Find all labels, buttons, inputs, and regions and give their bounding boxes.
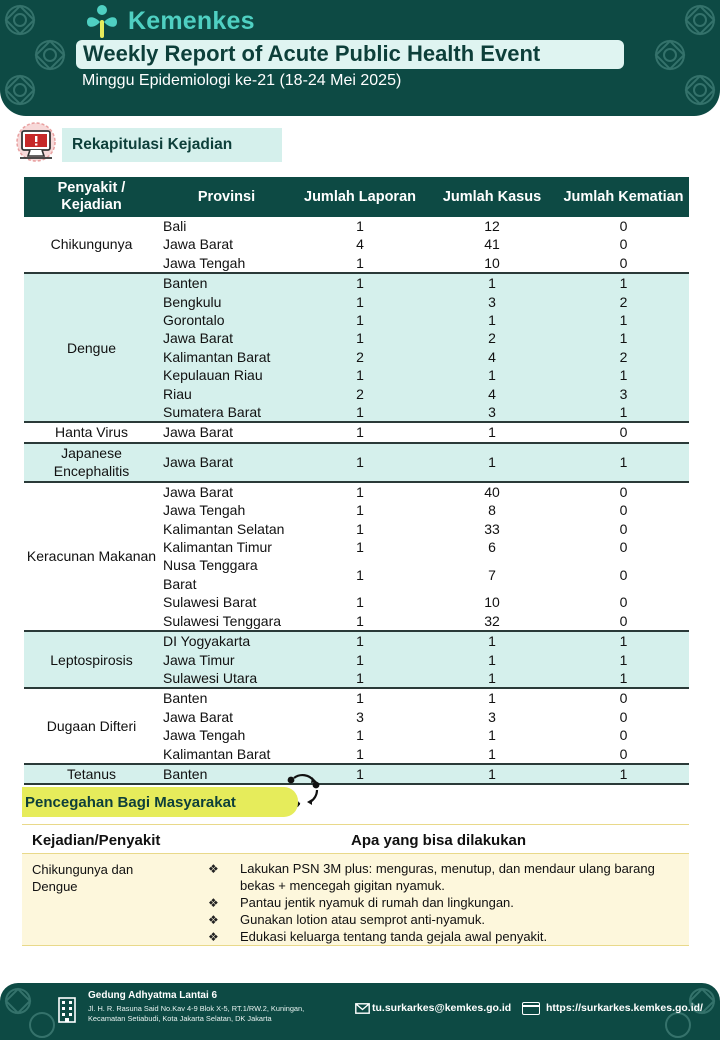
province-cell: Jawa Barat xyxy=(159,329,294,347)
computer-alert-icon xyxy=(12,122,64,166)
table-row xyxy=(24,482,689,501)
province-cell: Jawa Tengah xyxy=(163,727,246,744)
kasus-cell: 3 xyxy=(488,708,496,725)
kasus-cell: 2 xyxy=(426,329,558,347)
kasus-cell: 1 xyxy=(488,690,496,707)
kematian-cell: 3 xyxy=(558,385,689,403)
laporan-cell: 1 xyxy=(294,293,426,311)
province-cell: Banten xyxy=(159,764,294,784)
province-cell: Kalimantan Timur xyxy=(163,538,272,555)
table-group xyxy=(24,217,689,273)
laporan-cell: 4 xyxy=(356,236,364,253)
laporan-cell: 1 xyxy=(356,502,364,519)
province-cell: Jawa Timur xyxy=(159,651,294,669)
action-text: Edukasi keluarga tentang tanda gejala awal penyakit. xyxy=(240,928,548,944)
kasus-cell: 1 xyxy=(426,366,558,384)
prevention-col-header-actions: Apa yang bisa dilakukan xyxy=(351,832,527,849)
kematian-cell: 0 xyxy=(619,727,628,744)
province-cell: Kalimantan Selatan xyxy=(163,520,285,537)
report-title: Weekly Report of Acute Public Health Event xyxy=(83,41,541,66)
kemenkes-logo-icon xyxy=(84,4,120,38)
province-cell: Nusa Tenggara Barat xyxy=(163,557,258,592)
kematian-cell: 1 xyxy=(558,311,689,329)
table-group xyxy=(24,482,689,631)
action-text: Gunakan lotion atau semprot anti-nyamuk. xyxy=(240,911,485,927)
footer xyxy=(0,983,720,1040)
col-header-provinsi: Provinsi xyxy=(159,177,294,217)
action-text: Pantau jentik nyamuk di rumah dan lingkungan. xyxy=(240,894,514,910)
disease-cell: Tetanus xyxy=(24,764,159,784)
kasus-cell: 1 xyxy=(426,311,558,329)
laporan-cell: 1 xyxy=(356,254,364,271)
disease-cell: Hanta Virus xyxy=(55,424,128,441)
kasus-cell: 3 xyxy=(426,293,558,311)
kasus-cell: 1 xyxy=(488,727,496,744)
kematian-cell: 0 xyxy=(619,745,628,762)
diamond-bullet-icon: ❖ xyxy=(208,912,219,927)
prevention-table xyxy=(22,824,689,946)
kasus-cell: 32 xyxy=(484,612,500,629)
province-cell: Jawa Barat xyxy=(163,424,234,441)
laporan-cell: 1 xyxy=(294,631,426,650)
disease-cell: Chikungunya xyxy=(50,236,133,253)
ornament-left-icon xyxy=(0,983,60,1040)
report-title-box xyxy=(76,40,624,69)
province-cell: Kalimantan Barat xyxy=(159,348,294,366)
kematian-cell: 1 xyxy=(558,764,689,784)
kasus-cell: 1 xyxy=(426,764,558,784)
province-cell: Sulawesi Utara xyxy=(159,669,294,688)
kasus-cell: 1 xyxy=(488,745,496,762)
table-row xyxy=(24,688,689,707)
kasus-cell: 1 xyxy=(488,424,496,441)
prevention-row xyxy=(22,854,689,946)
kematian-cell: 0 xyxy=(619,218,628,234)
province-cell: DI Yogyakarta xyxy=(159,631,294,650)
province-cell: Sulawesi Barat xyxy=(163,594,257,611)
laporan-cell: 1 xyxy=(356,218,364,234)
kematian-cell: 0 xyxy=(619,612,628,629)
kematian-cell: 0 xyxy=(619,424,628,441)
province-cell: Jawa Barat xyxy=(163,708,234,725)
laporan-cell: 1 xyxy=(294,403,426,422)
footer-website-link[interactable]: https://surkarkes.kemkes.go.id/ xyxy=(546,1002,703,1014)
table-group xyxy=(24,764,689,784)
province-cell: Sulawesi Tenggara xyxy=(163,612,282,629)
province-cell: Kalimantan Barat xyxy=(163,745,271,762)
list-item xyxy=(208,912,683,929)
laporan-cell: 1 xyxy=(356,612,364,629)
table-row xyxy=(24,422,689,442)
kematian-cell: 0 xyxy=(619,236,628,253)
table-row xyxy=(24,631,689,650)
laporan-cell: 1 xyxy=(356,690,364,707)
diamond-bullet-icon: ❖ xyxy=(208,862,219,876)
mail-icon xyxy=(355,1003,370,1014)
disease-cell: Japanese Encephalitis xyxy=(24,443,159,482)
prevention-disease: Chikungunya dan Dengue xyxy=(32,862,134,894)
kasus-cell: 1 xyxy=(426,651,558,669)
province-cell: Bengkulu xyxy=(159,293,294,311)
kasus-cell: 6 xyxy=(488,538,496,555)
laporan-cell: 1 xyxy=(294,329,426,347)
kematian-cell: 0 xyxy=(619,483,628,500)
province-cell: Jawa Barat xyxy=(159,443,294,482)
footer-building: Gedung Adhyatma Lantai 6 xyxy=(88,990,218,1001)
footer-address: Jl. H. R. Rasuna Said No.Kav 4-9 Blok X-5, RT.1/RW.2, Kuningan, Kecamatan Setiabudi, Kota Jakarta Selatan, DK Jakarta xyxy=(88,1004,305,1023)
table-group xyxy=(24,422,689,442)
disease-cell: Dugaan Difteri xyxy=(46,717,137,734)
laporan-cell: 1 xyxy=(294,651,426,669)
kematian-cell: 1 xyxy=(558,443,689,482)
footer-email-link[interactable]: tu.surkarkes@kemkes.go.id xyxy=(372,1002,512,1014)
prevention-actions-list xyxy=(208,861,683,946)
disease-cell: Leptospirosis xyxy=(24,631,159,688)
table-group xyxy=(24,631,689,688)
kasus-cell: 3 xyxy=(426,403,558,422)
province-cell: Gorontalo xyxy=(159,311,294,329)
province-cell: Jawa Barat xyxy=(163,483,234,500)
table-group xyxy=(24,273,689,422)
section-rekapitulasi-title: Rekapitulasi Kejadian xyxy=(72,136,233,153)
prevention-header-row xyxy=(22,824,689,854)
brand-name: Kemenkes xyxy=(128,6,255,35)
action-text: Lakukan PSN 3M plus: menguras, menutup, dan mendaur ulang barang bekas + mencegah gigitan nyamuk. xyxy=(240,861,655,893)
kasus-cell: 1 xyxy=(426,273,558,292)
table-header-row xyxy=(24,177,689,217)
table-group xyxy=(24,443,689,482)
kematian-cell: 1 xyxy=(558,329,689,347)
kasus-cell: 12 xyxy=(484,218,500,234)
kematian-cell: 1 xyxy=(558,651,689,669)
col-header-penyakit: Penyakit / Kejadian xyxy=(24,177,159,217)
laporan-cell: 1 xyxy=(294,443,426,482)
table-row xyxy=(24,443,689,482)
kasus-cell: 1 xyxy=(426,631,558,650)
province-cell: Jawa Tengah xyxy=(163,502,246,519)
kematian-cell: 1 xyxy=(558,669,689,688)
laporan-cell: 2 xyxy=(294,385,426,403)
kematian-cell: 2 xyxy=(558,293,689,311)
report-subtitle: Minggu Epidemiologi ke-21 (18-24 Mei 2025) xyxy=(82,72,402,89)
header-banner xyxy=(0,0,720,116)
kematian-cell: 1 xyxy=(558,403,689,422)
province-cell: Jawa Barat xyxy=(163,236,234,253)
laporan-cell: 1 xyxy=(356,483,364,500)
province-cell: Jawa Tengah xyxy=(163,254,246,271)
col-header-laporan: Jumlah Laporan xyxy=(294,177,426,217)
laporan-cell: 1 xyxy=(356,594,364,611)
prevention-col-header-disease: Kejadian/Penyakit xyxy=(32,832,161,849)
laporan-cell: 1 xyxy=(294,669,426,688)
kemenkes-logo xyxy=(84,4,255,38)
kasus-cell: 10 xyxy=(484,254,500,271)
kasus-cell: 1 xyxy=(426,443,558,482)
laporan-cell: 1 xyxy=(356,424,364,441)
table-group xyxy=(24,688,689,764)
disease-cell: Dengue xyxy=(24,273,159,422)
province-cell: Sumatera Barat xyxy=(159,403,294,422)
province-cell: Banten xyxy=(159,273,294,292)
kematian-cell: 0 xyxy=(619,708,628,725)
kematian-cell: 0 xyxy=(619,690,628,707)
kematian-cell: 0 xyxy=(619,520,628,537)
kasus-cell: 4 xyxy=(426,385,558,403)
province-cell: Banten xyxy=(163,690,208,707)
kematian-cell: 0 xyxy=(619,254,628,271)
kasus-cell: 7 xyxy=(488,566,496,583)
list-item xyxy=(208,895,683,912)
laporan-cell: 1 xyxy=(356,520,364,537)
kematian-cell: 1 xyxy=(558,631,689,650)
laporan-cell: 1 xyxy=(294,366,426,384)
table-row xyxy=(24,764,689,784)
ornament-right-icon xyxy=(650,0,720,116)
laporan-cell: 1 xyxy=(294,273,426,292)
table-row xyxy=(24,273,689,292)
laporan-cell: 1 xyxy=(356,727,364,744)
laporan-cell: 1 xyxy=(294,764,426,784)
col-header-kasus: Jumlah Kasus xyxy=(426,177,558,217)
kasus-cell: 4 xyxy=(426,348,558,366)
kasus-cell: 33 xyxy=(484,520,500,537)
disease-cell: Keracunan Makanan xyxy=(26,548,157,565)
kasus-cell: 1 xyxy=(426,669,558,688)
diamond-bullet-icon: ❖ xyxy=(208,895,219,910)
kematian-cell: 2 xyxy=(558,348,689,366)
rekap-table xyxy=(24,177,689,785)
kasus-cell: 8 xyxy=(488,502,496,519)
kematian-cell: 1 xyxy=(558,366,689,384)
section-pencegahan-heading xyxy=(22,787,298,817)
building-icon xyxy=(58,997,76,1023)
laporan-cell: 1 xyxy=(356,538,364,555)
ornament-left-icon xyxy=(0,0,70,116)
laporan-cell: 1 xyxy=(356,745,364,762)
kematian-cell: 1 xyxy=(558,273,689,292)
section-rekapitulasi-heading xyxy=(62,128,282,162)
table-row xyxy=(24,217,689,235)
section-pencegahan-title: Pencegahan Bagi Masyarakat xyxy=(25,794,236,811)
laporan-cell: 2 xyxy=(294,348,426,366)
diamond-bullet-icon: ❖ xyxy=(208,929,219,944)
browser-window-icon xyxy=(522,1002,540,1015)
province-cell: Bali xyxy=(163,218,187,234)
kematian-cell: 0 xyxy=(619,538,628,555)
laporan-cell: 1 xyxy=(356,566,364,583)
list-item xyxy=(208,861,683,894)
list-item xyxy=(208,929,683,946)
province-cell: Riau xyxy=(159,385,294,403)
kematian-cell: 0 xyxy=(619,594,628,611)
kasus-cell: 41 xyxy=(484,236,500,253)
col-header-kematian: Jumlah Kematian xyxy=(558,177,689,217)
laporan-cell: 1 xyxy=(294,311,426,329)
kasus-cell: 40 xyxy=(484,483,500,500)
kematian-cell: 0 xyxy=(619,566,628,583)
laporan-cell: 3 xyxy=(356,708,364,725)
province-cell: Kepulauan Riau xyxy=(159,366,294,384)
kasus-cell: 10 xyxy=(484,594,500,611)
kematian-cell: 0 xyxy=(619,502,628,519)
